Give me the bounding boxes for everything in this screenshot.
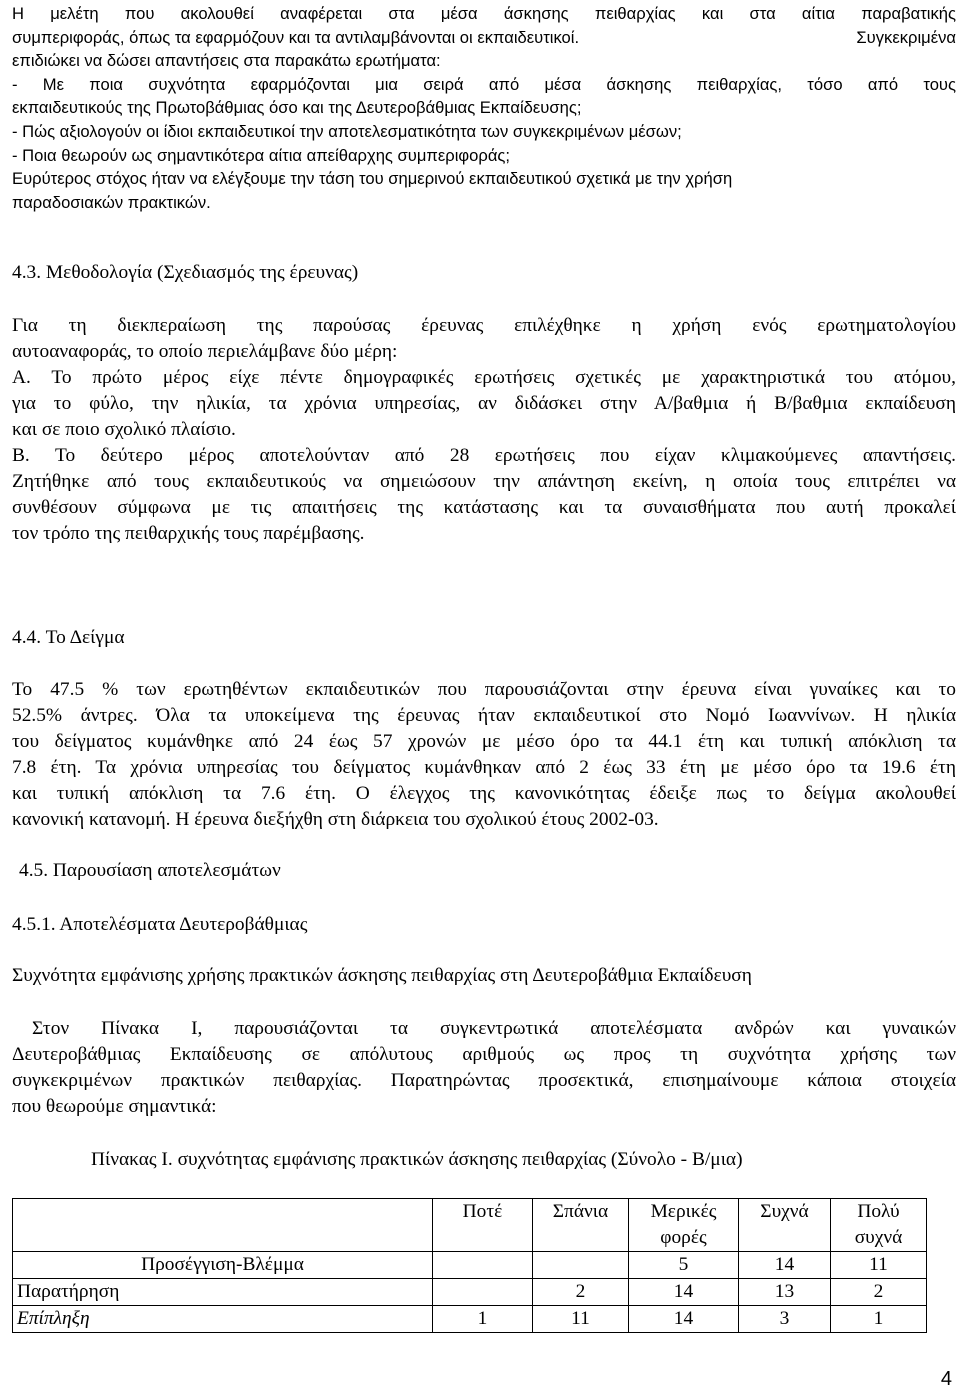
- intro-line: παραδοσιακών πρακτικών.: [12, 192, 211, 212]
- text-line: Για τη διεκπεραίωση της παρούσας έρευνας επιλέχθηκε η χρήση ενός ερωτηματολογίου: [12, 315, 956, 336]
- text-line: του δείγματος κυμάνθηκε από 24 έως 57 χρονών με μέσο όρο τα 44.1 έτη και τυπική απόκλιση τα: [12, 731, 956, 752]
- intro-line: επιδιώκει να δώσει απαντήσεις στα παρακάτω ερωτήματα:: [12, 51, 441, 71]
- table-cell: 11: [533, 1306, 629, 1333]
- text-line: και σε ποιο σχολικό πλαίσιο.: [12, 419, 236, 440]
- table-header-row: [13, 1199, 927, 1252]
- table-header-line: φορές: [660, 1227, 707, 1248]
- table-caption: Πίνακας Ι. συχνότητας εμφάνισης πρακτικών άσκησης πειθαρχίας (Σύνολο - Β/μια): [91, 1149, 743, 1170]
- text-line: και τυπική απόκλιση τα 7.6 έτη. Ο έλεγχος της κανονικότητας έδειξε πως το δείγμα ακολουθεί: [12, 783, 956, 804]
- results-paragraph: [12, 1016, 956, 1120]
- table-header-cell: Ποτέ: [433, 1199, 533, 1252]
- table-cell: [433, 1279, 533, 1306]
- text-line: συγκεκριμένων πρακτικών πειθαρχίας. Παρατηρώντας προσεκτικά, επισημαίνουμε κάποια στοιχεία: [12, 1070, 956, 1091]
- table-cell: 14: [629, 1306, 739, 1333]
- section-heading: 4.4. Το Δείγμα: [12, 627, 125, 648]
- frequency-table: [12, 1198, 927, 1333]
- intro-question: - Ποια θεωρούν ως σημαντικότερα αίτια απείθαρχης συμπεριφοράς;: [12, 145, 511, 165]
- table-cell: 14: [629, 1279, 739, 1306]
- text-line: Β. Το δεύτερο μέρος αποτελούνταν από 28 ερωτήσεις που είχαν κλιμακούμενες απαντήσεις.: [12, 445, 956, 466]
- table-header-empty: [13, 1199, 433, 1252]
- text-line: που θεωρούμε σημαντικά:: [12, 1096, 217, 1117]
- table-header-cell: Συχνά: [739, 1199, 831, 1252]
- intro-line: εκπαιδευτικούς της Πρωτοβάθμιας όσο και της Δευτεροβάθμιας Εκπαίδευσης;: [12, 98, 582, 118]
- table-cell: 3: [739, 1306, 831, 1333]
- text-line: Α. Το πρώτο μέρος είχε πέντε δημογραφικές ερωτήσεις σχετικές με χαρακτηριστικά του ατόμου,: [12, 367, 956, 388]
- table-row-label: Επίπληξη: [13, 1306, 433, 1333]
- intro-question: - Με ποια συχνότητα εφαρμόζονται μια σειρά από μέσα άσκησης πειθαρχίας, τόσο από τους: [12, 74, 956, 94]
- table-cell: 5: [629, 1252, 739, 1279]
- table-cell: 11: [831, 1252, 927, 1279]
- intro-line-part: Συγκεκριμένα: [856, 27, 956, 47]
- intro-line: Ευρύτερος στόχος ήταν να ελέγξουμε την τάση του σημερινού εκπαιδευτικού σχετικά με την χρήση: [12, 169, 733, 189]
- table-header-cell: [629, 1199, 739, 1252]
- page-number: 4: [940, 1368, 952, 1390]
- table-row: [13, 1252, 927, 1279]
- intro-line: Η μελέτη που ακολουθεί αναφέρεται στα μέσα άσκησης πειθαρχίας και στα αίτια παραβατικής: [12, 4, 956, 23]
- section-heading: 4.5. Παρουσίαση αποτελεσμάτων: [19, 860, 281, 881]
- table-cell: 13: [739, 1279, 831, 1306]
- table-row: [13, 1279, 927, 1306]
- table-row-label: Προσέγγιση-Βλέμμα: [13, 1252, 433, 1279]
- table-cell: [433, 1252, 533, 1279]
- table-row: [13, 1306, 927, 1333]
- table-cell: 1: [433, 1306, 533, 1333]
- subsection-heading: 4.5.1. Αποτελέσματα Δευτεροβάθμιας: [12, 914, 308, 935]
- text-line: για το φύλο, την ηλικία, τα χρόνια υπηρεσίας, αν διδάσκει στην Α/βαθμια ή Β/βαθμια εκπαίδευση: [12, 393, 956, 414]
- table-header-line: Μερικές: [650, 1201, 717, 1222]
- text-line: αυτοαναφοράς, το οποίο περιελάμβανε δύο μέρη:: [12, 341, 398, 362]
- table-cell: 2: [533, 1279, 629, 1306]
- text-line: Στον Πίνακα Ι, παρουσιάζονται τα συγκεντρωτικά αποτελέσματα ανδρών και γυναικών: [32, 1018, 956, 1039]
- table-header-line: συχνά: [854, 1227, 903, 1248]
- subsection-title: Συχνότητα εμφάνισης χρήσης πρακτικών άσκησης πειθαρχίας στη Δευτεροβάθμια Εκπαίδευση: [12, 965, 752, 986]
- text-line: τον τρόπο της πειθαρχικής τους παρέμβασης.: [12, 523, 365, 544]
- section-heading: 4.3. Μεθοδολογία (Σχεδιασμός της έρευνας): [12, 262, 359, 283]
- text-line: κανονική κατανομή. Η έρευνα διεξήχθη στη διάρκεια του σχολικού έτους 2002-03.: [12, 809, 659, 830]
- table-header-line: Πολύ: [857, 1201, 900, 1222]
- intro-line-part: συμπεριφοράς, όπως τα εφαρμόζουν και τα αντιλαμβάνονται οι εκπαιδευτικοί.: [12, 27, 580, 47]
- table-cell: 2: [831, 1279, 927, 1306]
- table-row-label: Παρατήρηση: [13, 1279, 433, 1306]
- table-cell: [533, 1252, 629, 1279]
- text-line: Δευτεροβάθμιας Εκπαίδευσης σε απόλυτους αριθμούς ως προς τη συχνότητα χρήσης των: [12, 1044, 956, 1065]
- intro-block: [12, 2, 956, 214]
- text-line: Το 47.5 % των ερωτηθέντων εκπαιδευτικών που παρουσιάζονται στην έρευνα είναι γυναίκες και το: [12, 679, 956, 700]
- text-line: 52.5% άντρες. Όλα τα υποκείμενα της έρευνας ήταν εκπαιδευτικοί στο Νομό Ιωαννίνων. Η ηλικία: [12, 705, 956, 726]
- table-header-cell: [831, 1199, 927, 1252]
- sample-paragraph: [12, 677, 956, 833]
- methodology-paragraph: [12, 313, 956, 547]
- text-line: Ζητήθηκε από τους εκπαιδευτικούς να σημειώσουν την απάντηση εκείνη, η οποία τους επιτρέπει να: [12, 471, 956, 492]
- table-cell: 1: [831, 1306, 927, 1333]
- text-line: συνθέσουν σύμφωνα με τις απαιτήσεις της κατάστασης και τα συναισθήματα που αυτή προκαλεί: [12, 497, 956, 518]
- intro-line: [12, 26, 956, 50]
- text-line: 7.8 έτη. Τα χρόνια υπηρεσίας του δείγματος κυμάνθηκαν από 2 έως 33 έτη με μέσο όρο τα 19.6 έτη: [12, 757, 956, 778]
- intro-question: - Πώς αξιολογούν οι ίδιοι εκπαιδευτικοί την αποτελεσματικότητα των συγκεκριμένων μέσων;: [12, 121, 682, 141]
- table-cell: 14: [739, 1252, 831, 1279]
- table-header-cell: Σπάνια: [533, 1199, 629, 1252]
